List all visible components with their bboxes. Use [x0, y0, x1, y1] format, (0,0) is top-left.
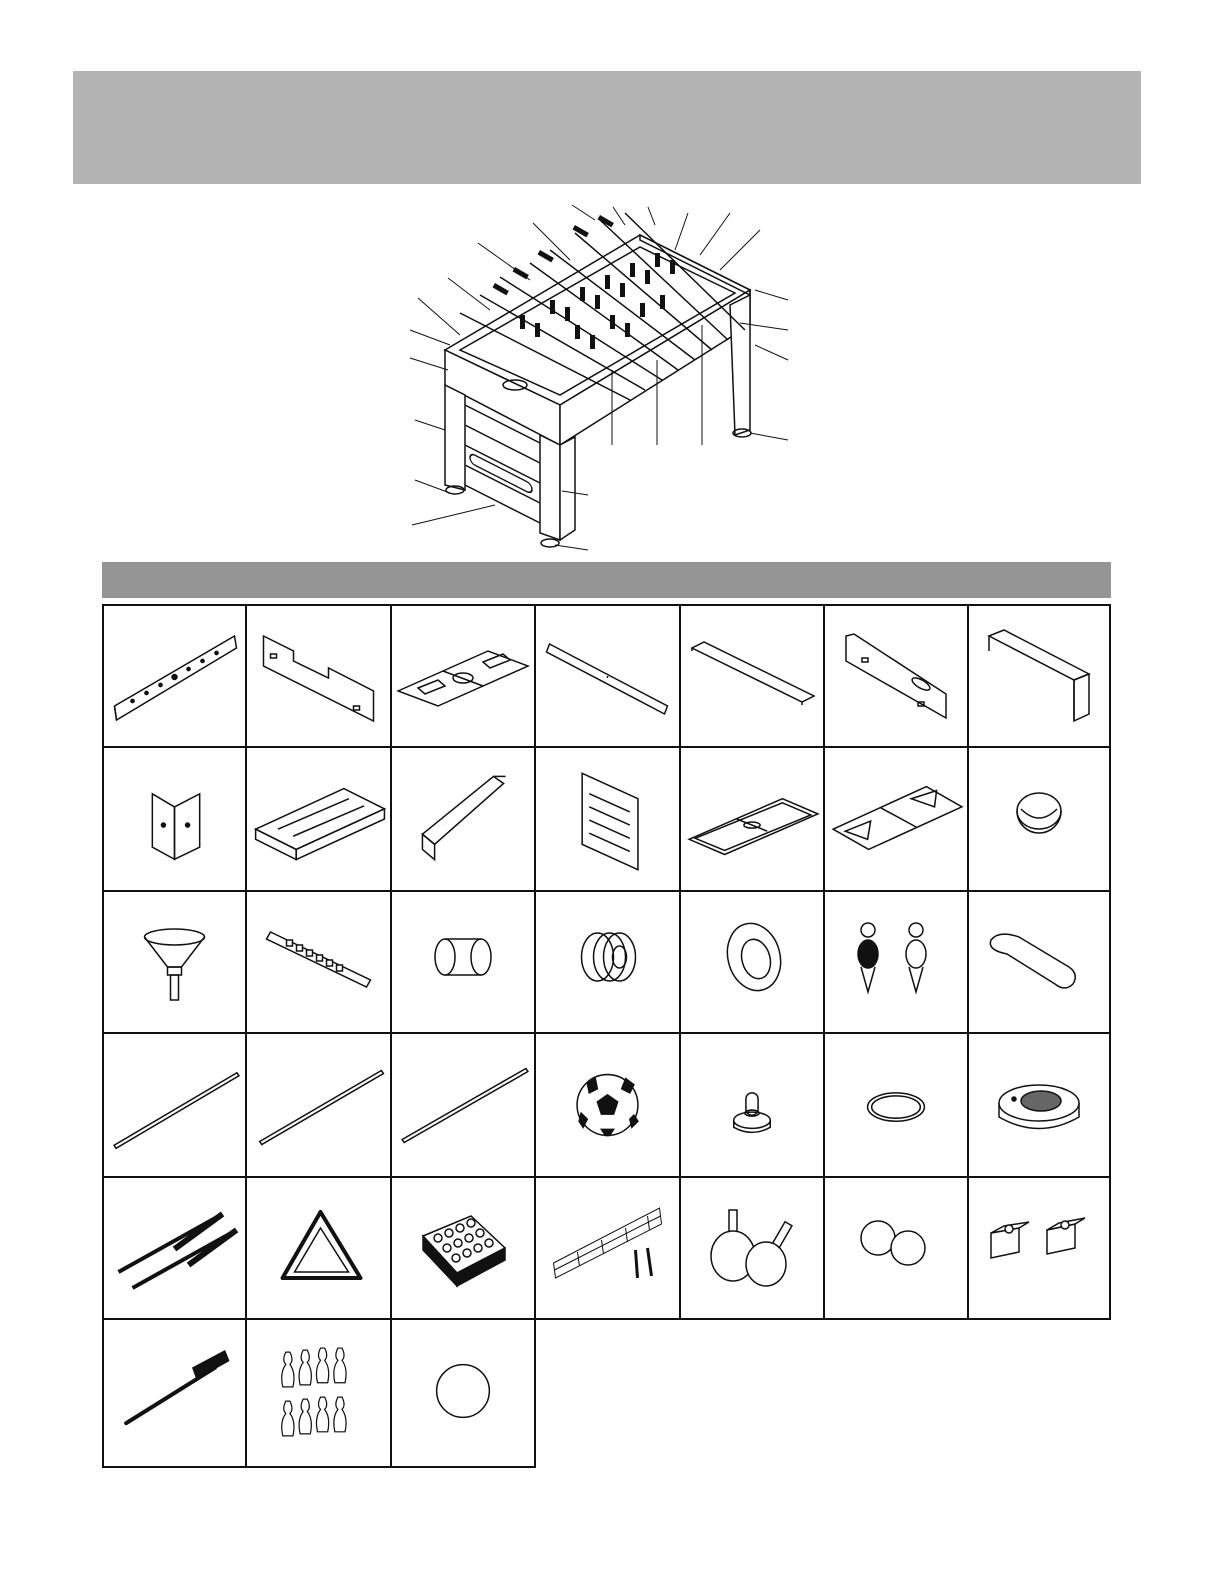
- pool-cues-icon: [104, 1178, 245, 1318]
- player-figures-icon: [825, 892, 967, 1032]
- bowling-pins-icon: [247, 1320, 390, 1466]
- corner-bracket-icon: [104, 748, 245, 890]
- ring-icon: [825, 1034, 967, 1176]
- ball-icon: [392, 1320, 534, 1466]
- ball-return-tray-icon: [247, 748, 390, 890]
- goal-box-icon: [969, 606, 1109, 746]
- soccer-ball-icon: [536, 1034, 679, 1176]
- billiard-ball-set-icon: [392, 1178, 534, 1318]
- ping-pong-paddles-icon: [681, 1178, 823, 1318]
- play-rod-long-icon: [104, 1034, 245, 1176]
- table-tennis-net-icon: [536, 1178, 679, 1318]
- leg-icon: [392, 748, 534, 890]
- air-hockey-pusher-icon: [681, 1034, 823, 1176]
- parts-grid: [102, 604, 1111, 1468]
- play-rod-short-icon: [392, 1034, 534, 1176]
- rod-washer-ring-icon: [681, 892, 823, 1032]
- ping-pong-balls-icon: [825, 1178, 967, 1318]
- support-rail-icon: [536, 606, 679, 746]
- hockey-puck-icon: [969, 1034, 1109, 1176]
- hemisphere-ball-cup-icon: [969, 748, 1109, 890]
- flat-board-icon: [681, 606, 823, 746]
- rod-handle-grip-icon: [969, 892, 1109, 1032]
- cue-chalk-icon: [969, 1178, 1109, 1318]
- slotted-leg-panel-icon: [536, 748, 679, 890]
- table-brush-icon: [104, 1320, 245, 1466]
- rubber-bumper-icon: [536, 892, 679, 1032]
- end-panel-with-goal-slot-icon: [825, 606, 967, 746]
- shuffleboard-top-icon: [825, 748, 967, 890]
- rod-bumper-sleeve-icon: [392, 892, 534, 1032]
- triangle-rack-icon: [247, 1178, 390, 1318]
- top-banner: [73, 71, 1141, 184]
- side-apron-with-rod-holes-icon: [104, 606, 245, 746]
- foosball-table-diagram: [400, 195, 810, 560]
- table-tennis-top-icon: [681, 748, 823, 890]
- soccer-field-playfield-icon: [392, 606, 534, 746]
- parts-list-header-bar: [102, 562, 1111, 598]
- foosball-table-drawing: [400, 195, 810, 560]
- score-counter-icon: [247, 892, 390, 1032]
- end-frame-panel-icon: [247, 606, 390, 746]
- adjustable-foot-leveler-icon: [104, 892, 245, 1032]
- play-rod-medium-icon: [247, 1034, 390, 1176]
